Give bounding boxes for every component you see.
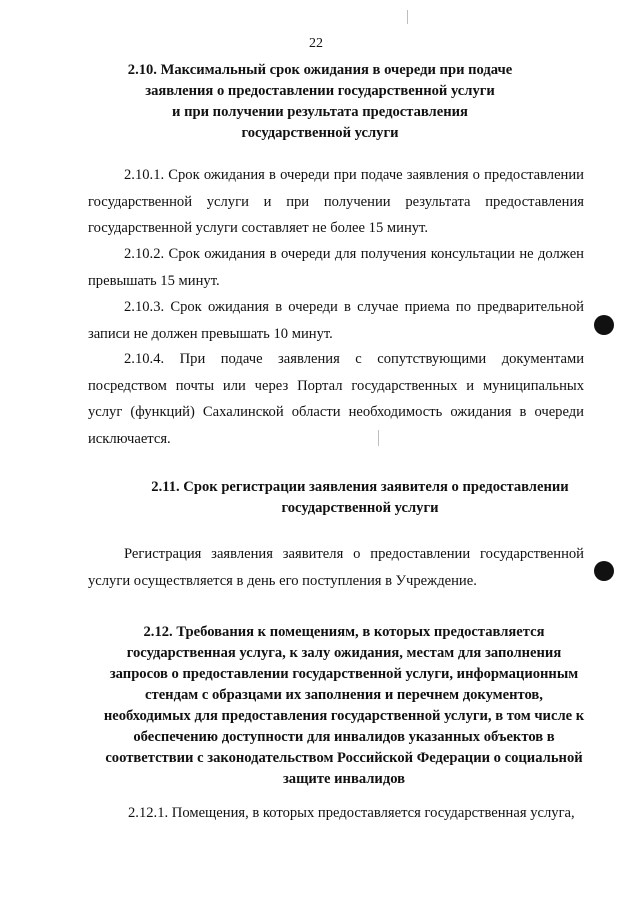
paragraph-text: 2.10.2. Срок ожидания в очереди для получения консультации не должен превышать 15 минут.: [88, 246, 584, 289]
paragraph-2-10-1: [88, 162, 584, 242]
heading-line: необходимых для предоставления государственной услуги, в том числе к: [103, 708, 585, 724]
heading-line: запросов о предоставлении государственной услуги, информационным: [109, 666, 579, 682]
punch-hole-top: [594, 315, 614, 335]
section-2-12-heading: [84, 622, 604, 790]
paragraph-2-10-4: [88, 346, 584, 452]
paragraph-2-10-3: [88, 294, 584, 347]
heading-line: обеспечению доступности для инвалидов указанных объектов в: [133, 729, 555, 745]
paragraph-text: 2.10.1. Срок ожидания в очереди при подаче заявления о предоставлении государственной услуги и при получении результата предоставления государственной услуги составляет не более 15 минут.: [88, 167, 584, 236]
paragraph-text: 2.10.4. При подаче заявления с сопутствующими документами посредством почты или через Портал государственных и муниципальных услуг (функций) Сахалинской области необходимость ожидания в очереди исключается.: [88, 351, 584, 447]
heading-line: государственной услуги: [281, 500, 439, 516]
paragraph-text: Регистрация заявления заявителя о предоставлении государственной услуги осуществляется в день его поступления в Учреждение.: [88, 546, 584, 589]
heading-line: и при получении результата предоставления: [172, 104, 468, 120]
section-2-10-heading: [60, 60, 580, 144]
heading-line: 2.12. Требования к помещениям, в которых предоставляется: [143, 624, 545, 640]
heading-line: 2.11. Срок регистрации заявления заявителя о предоставлении: [151, 479, 569, 495]
punch-hole-bottom: [594, 561, 614, 581]
paragraph-text: 2.12.1. Помещения, в которых предоставляется государственная услуга,: [128, 805, 575, 821]
paragraph-2-11: [88, 541, 584, 594]
section-2-11-heading: [110, 477, 610, 519]
page-number: 22: [309, 36, 323, 51]
heading-line: 2.10. Максимальный срок ожидания в очереди при подаче: [127, 62, 513, 78]
heading-line: заявления о предоставлении государственной услуги: [145, 83, 495, 99]
heading-line: государственная услуга, к залу ожидания, местам для заполнения: [126, 645, 562, 661]
paragraph-2-12-1: [88, 800, 588, 827]
heading-line: защите инвалидов: [282, 771, 406, 787]
heading-line: стендам с образцами их заполнения и перечнем документов,: [145, 687, 543, 703]
paragraph-2-10-2: [88, 241, 584, 294]
scan-mark: [378, 430, 379, 446]
heading-line: государственной услуги: [241, 125, 399, 141]
paragraph-text: 2.10.3. Срок ожидания в очереди в случае приема по предварительной записи не должен превышать 10 минут.: [88, 299, 584, 342]
scan-mark: [407, 10, 408, 24]
heading-line: соответствии с законодательством Российской Федерации о социальной: [105, 750, 583, 766]
